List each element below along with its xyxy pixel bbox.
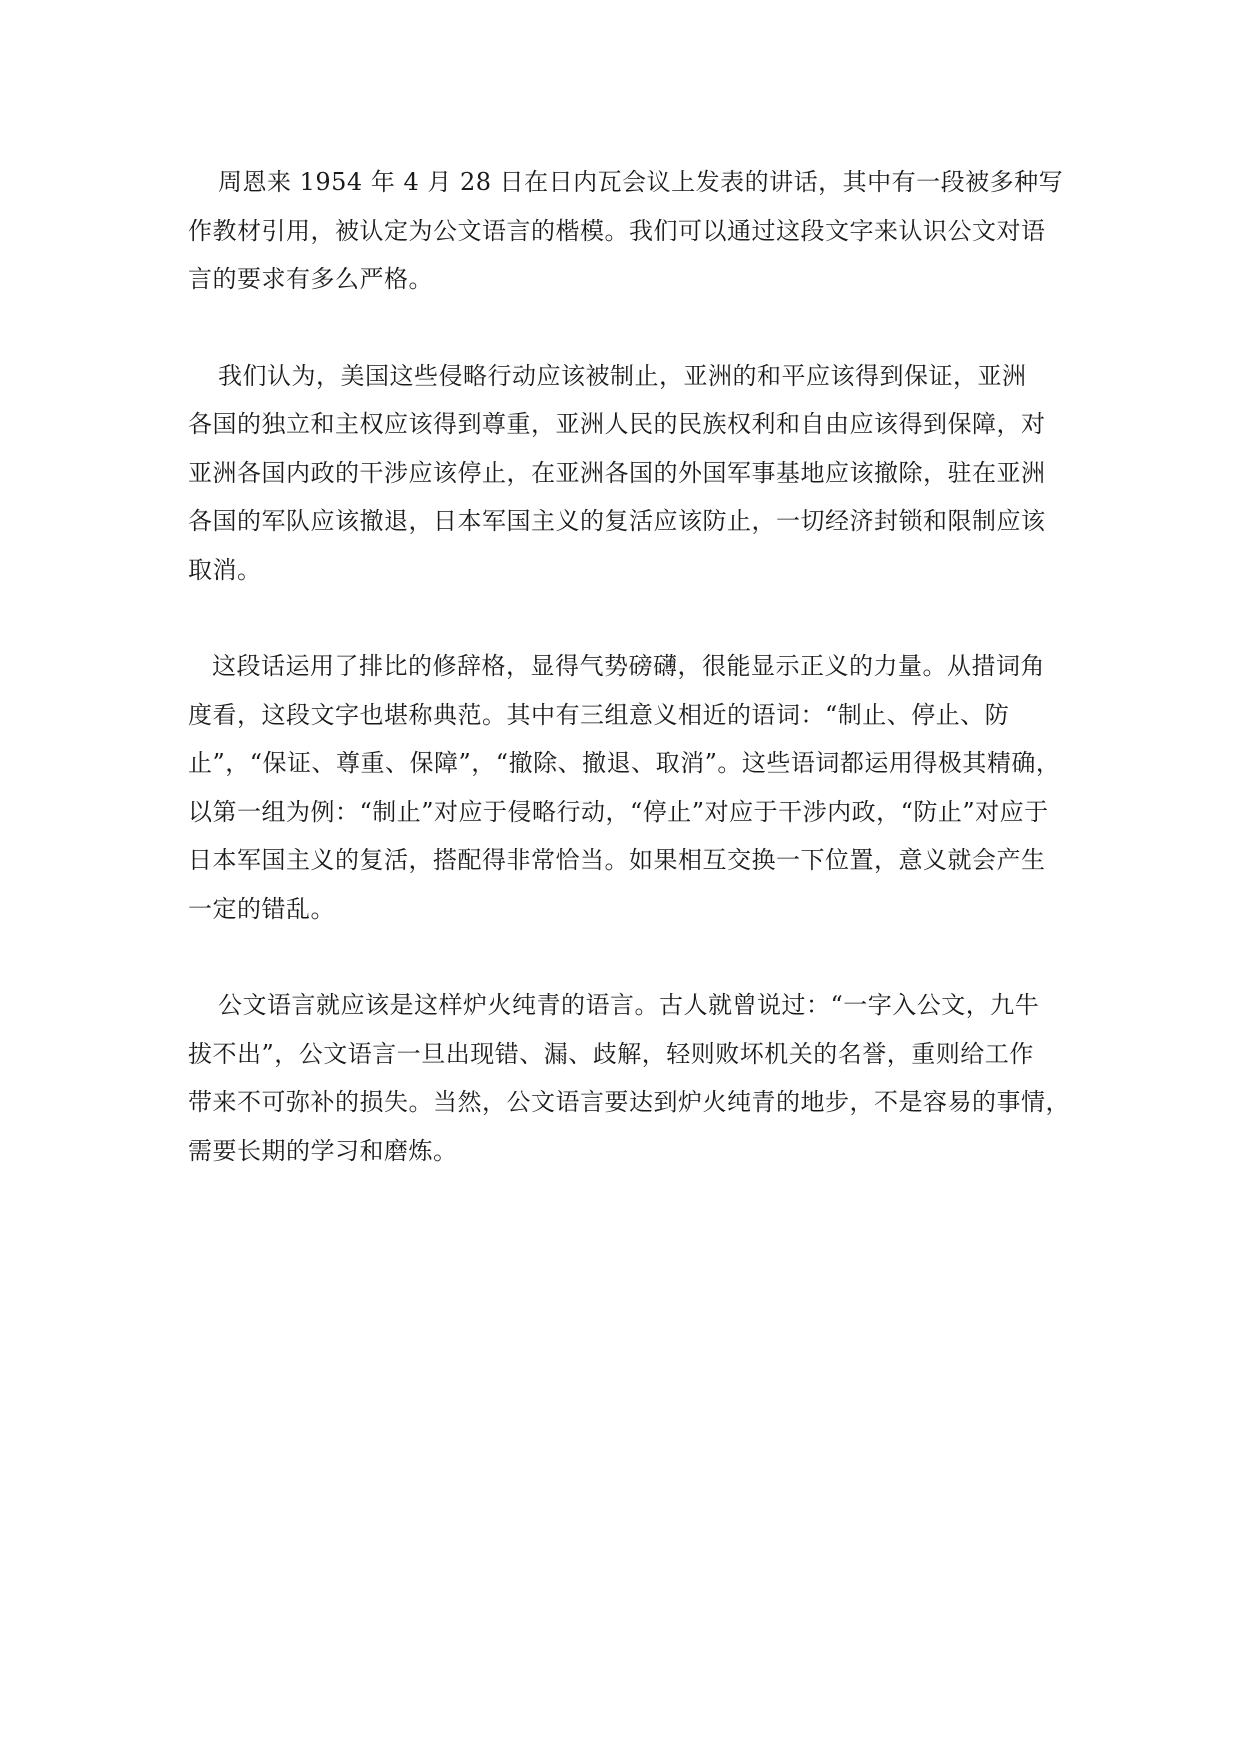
text-line: 一定的错乱。 (188, 894, 335, 923)
paragraph-intro (188, 158, 1064, 304)
text-line: 各国的独立和主权应该得到尊重，亚洲人民的民族权利和自由应该得到保障，对 (188, 410, 1046, 438)
text-line: 言的要求有多么严格。 (188, 265, 433, 293)
text-line: 以第一组为例：“制止”对应于侵略行动，“停止”对应于干涉内政，“防止”对应于 (188, 797, 1049, 826)
text-line: 拔不出”，公文语言一旦出现错、漏、歧解，轻则败坏机关的名誉，重则给工作 (188, 1039, 1034, 1068)
text-line: 日本军国主义的复活，搭配得非常恰当。如果相互交换一下位置，意义就会产生 (188, 846, 1046, 874)
text-line: 取消。 (188, 555, 262, 584)
text-line: 我们认为，美国这些侵略行动应该被制止，亚洲的和平应该得到保证，亚洲 (218, 361, 1027, 390)
text-line: 需要长期的学习和磨炼。 (188, 1136, 458, 1165)
text-line: 止”，“保证、尊重、保障”，“撤除、撤退、取消”。这些语词都运用得极其精确， (188, 749, 1061, 777)
paragraph-quote (188, 352, 1056, 595)
paragraph-conclusion (188, 981, 1070, 1175)
text-line: 亚洲各国内政的干涉应该停止，在亚洲各国的外国军事基地应该撤除，驻在亚洲 (188, 458, 1046, 487)
text-line: 各国的军队应该撤退，日本军国主义的复活应该防止，一切经济封锁和限制应该 (188, 507, 1046, 535)
text-line: 周恩来 1954 年 4 月 28 日在日内瓦会议上发表的讲话，其中有一段被多种写 (218, 168, 1064, 196)
text-line: 公文语言就应该是这样炉火纯青的语言。古人就曾说过：“一字入公文，九牛 (218, 991, 1040, 1019)
text-line: 带来不可弥补的损失。当然，公文语言要达到炉火纯青的地步，不是容易的事情， (188, 1088, 1070, 1116)
text-line: 作教材引用，被认定为公文语言的楷模。我们可以通过这段文字来认识公文对语 (188, 216, 1046, 245)
document-body (188, 158, 1070, 1223)
text-line: 这段话运用了排比的修辞格，显得气势磅礴，很能显示正义的力量。从措词角 (212, 652, 1045, 680)
text-line: 度看，这段文字也堪称典范。其中有三组意义相近的语词：“制止、停止、防 (188, 700, 1010, 729)
paragraph-analysis (188, 642, 1061, 933)
